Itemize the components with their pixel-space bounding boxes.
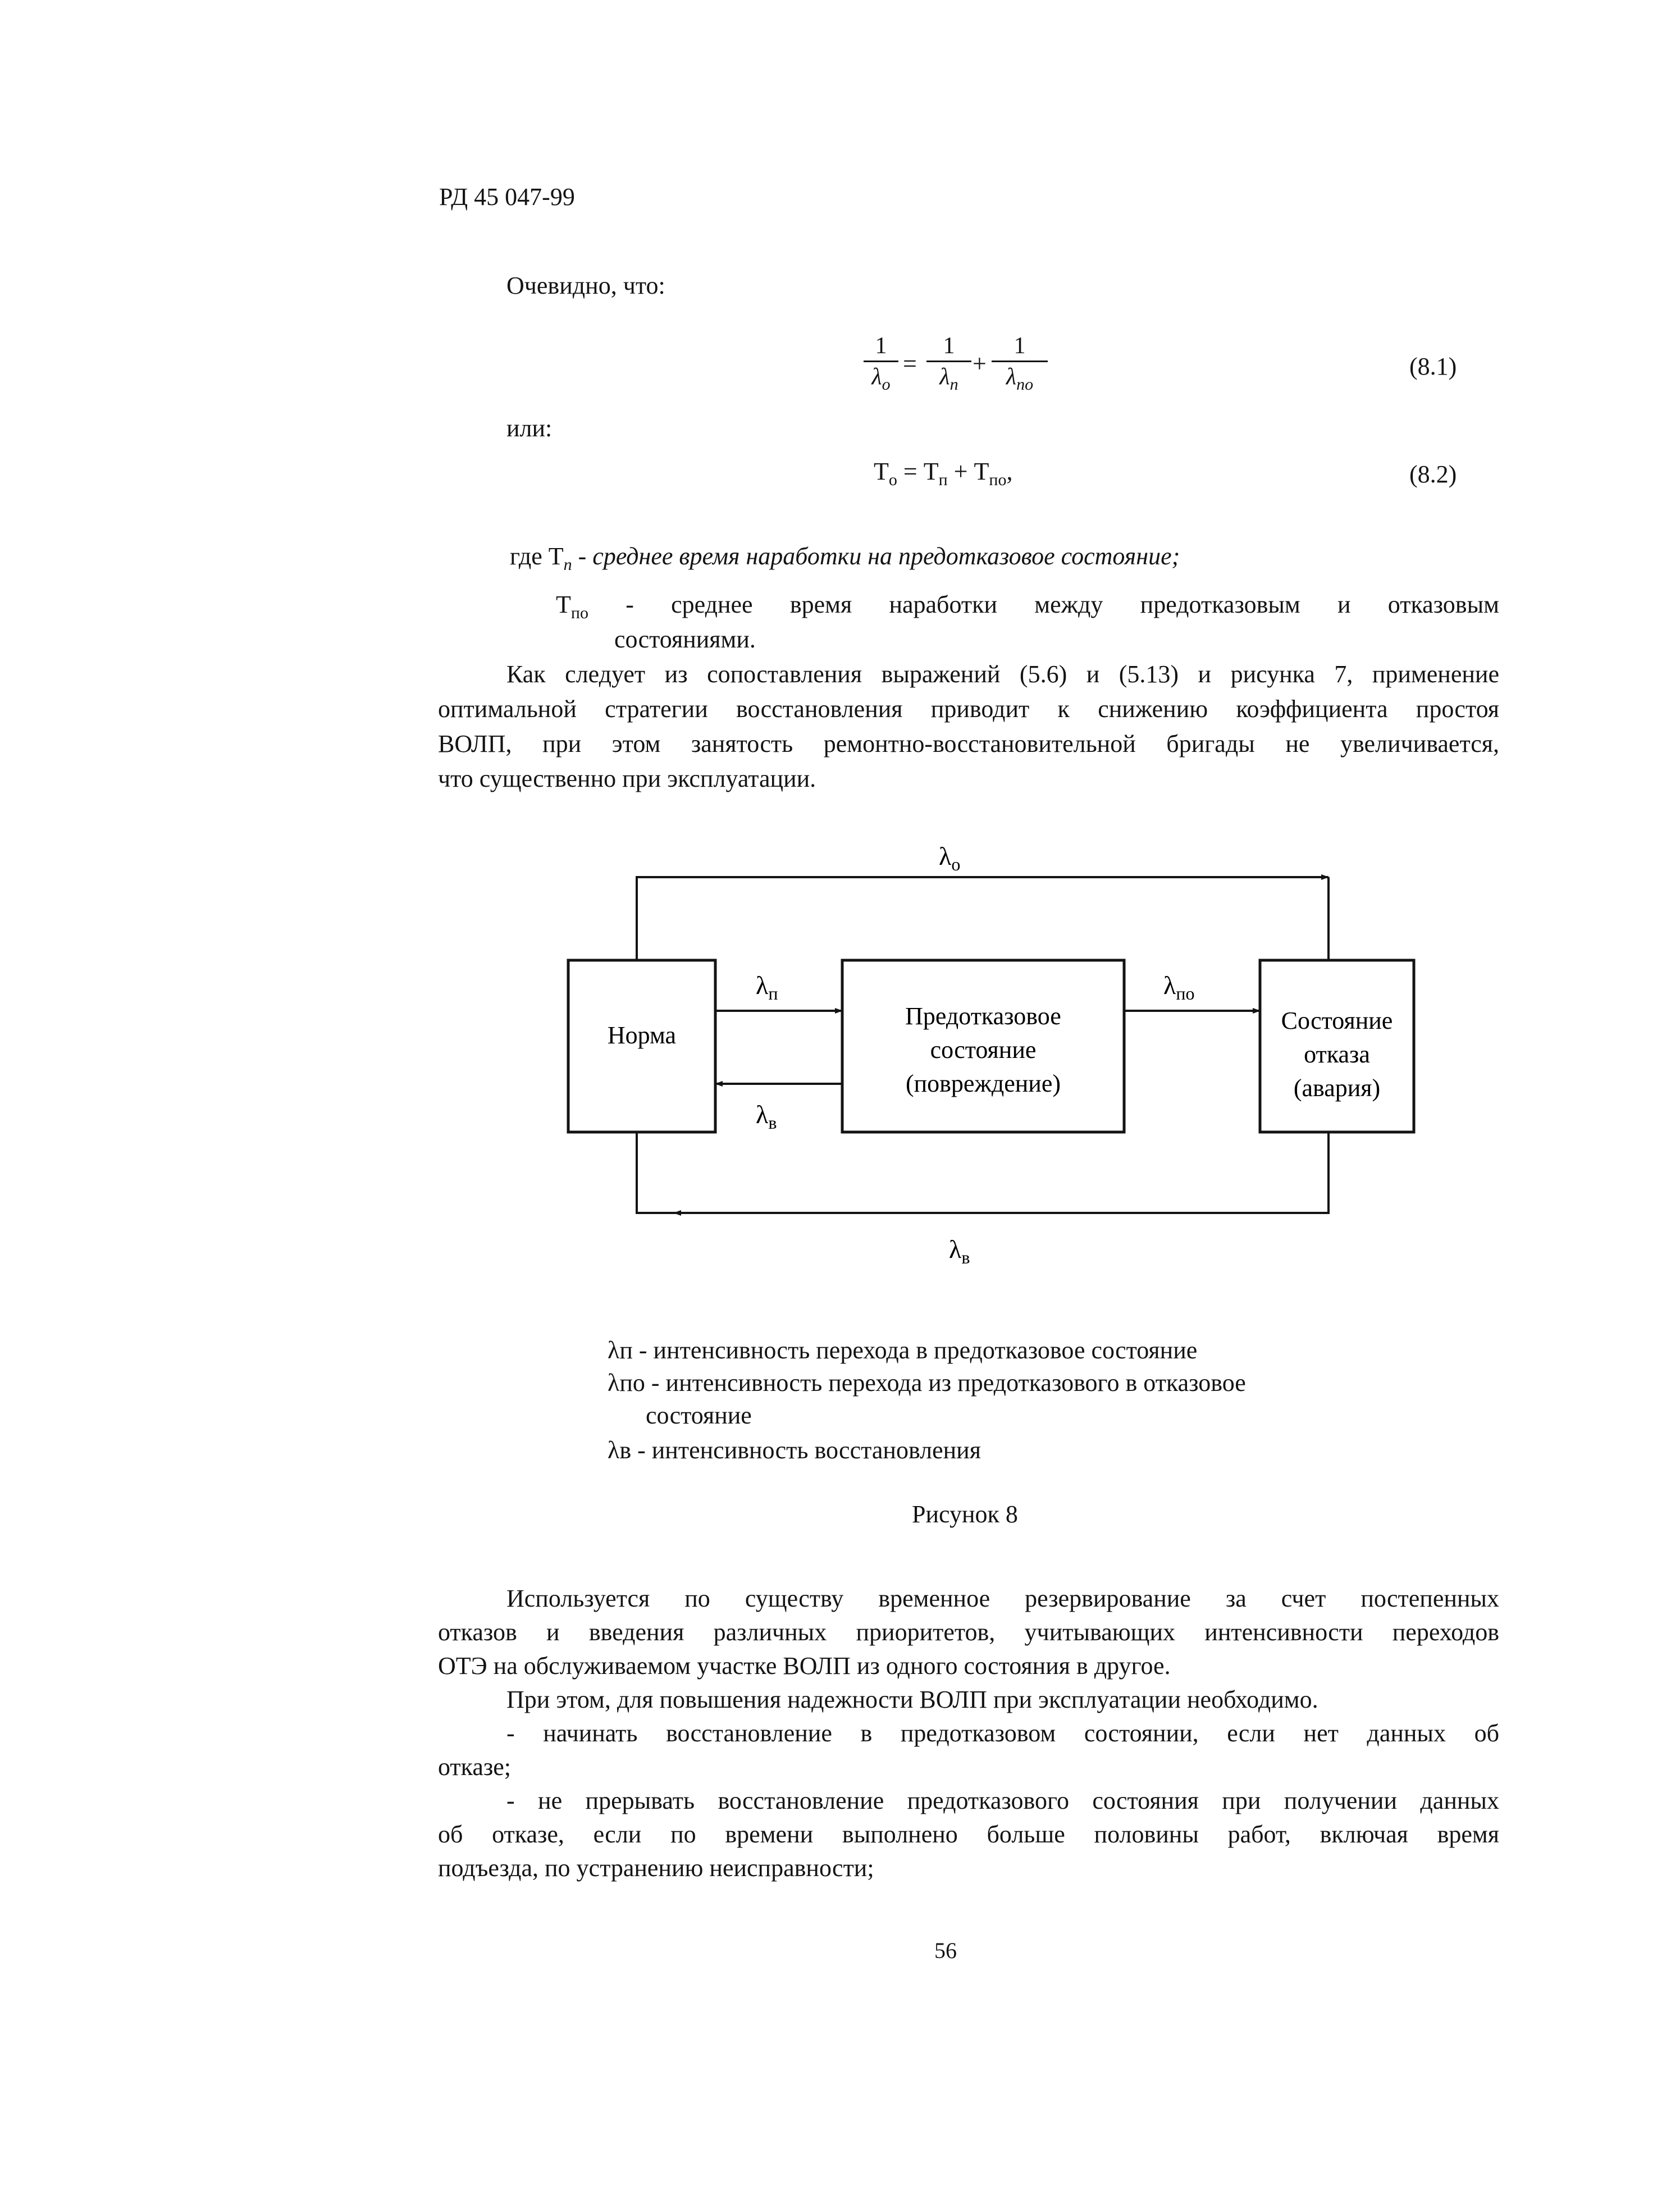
- equation-8-2: $Т_о = Т_п + Т_{по}$,: [874, 458, 1013, 489]
- box-pre-label-3: (повреждение): [905, 1070, 1061, 1097]
- para2-line1: Используется по существу временное резервирование за счет постепенных: [506, 1585, 1499, 1612]
- box-fail-label-2: отказа: [1304, 1041, 1370, 1068]
- legend-lambda-p: λп - интенсивность перехода в предотказовое состояние: [608, 1336, 1198, 1364]
- eq2-number: (8.2): [1409, 460, 1457, 488]
- or-text: или:: [506, 414, 553, 442]
- page-number: 56: [934, 1938, 957, 1963]
- box-pre-label-2: состояние: [930, 1036, 1037, 1064]
- eq1-fraction-3: 1 $\lambda_{по}$: [992, 332, 1048, 394]
- eq1-plus: +: [973, 350, 987, 377]
- label-lambda-v-mid: $\lambda_в$: [756, 1100, 777, 1133]
- figure-caption: Рисунок 8: [912, 1500, 1018, 1528]
- bullet1-line2: отказе;: [438, 1753, 512, 1781]
- definition-tpo-line2: состояниями.: [614, 626, 756, 653]
- bullet2-line2: об отказе, если по времени выполнено больше половины работ, включая время: [438, 1821, 1499, 1848]
- eq1-fraction-1: 1 $\lambda_о$: [864, 332, 898, 394]
- box-norm-label: Норма: [607, 1021, 677, 1049]
- label-lambda-v-bottom: $\lambda_в$: [949, 1235, 970, 1267]
- box-fail-label-3: (авария): [1293, 1074, 1381, 1102]
- para1-line4: что существенно при эксплуатации.: [438, 765, 816, 792]
- para1-line1: Как следует из сопоставления выражений (5.6) и (5.13) и рисунка 7, применение: [506, 660, 1499, 688]
- definition-tpo-line1: $Т_{по}$ - среднее время наработки между предотказовым и отказовым: [556, 591, 1499, 622]
- box-pre-label-1: Предотказовое: [905, 1002, 1061, 1030]
- label-lambda-po: $\lambda_{по}$: [1163, 971, 1195, 1003]
- para3: При этом, для повышения надежности ВОЛП при эксплуатации необходимо.: [506, 1686, 1318, 1713]
- bullet1-line1: - начинать восстановление в предотказовом состоянии, если нет данных об: [506, 1719, 1499, 1747]
- para2-line2: отказов и введения различных приоритетов, учитывающих интенсивности переходов: [438, 1618, 1499, 1646]
- legend-lambda-po-cont: состояние: [646, 1402, 752, 1429]
- legend-lambda-po: λпо - интенсивность перехода из предотказового в отказовое: [608, 1369, 1246, 1397]
- legend-lambda-v: λв - интенсивность восстановления: [608, 1436, 981, 1464]
- document-code: РД 45 047-99: [439, 183, 575, 211]
- eq1-number: (8.1): [1409, 353, 1457, 380]
- label-lambda-o: $\lambda_о$: [939, 842, 961, 874]
- eq1-equals: =: [903, 350, 917, 377]
- eq1-fraction-2: 1 $\lambda_п$: [926, 332, 971, 394]
- para1-line3: ВОЛП, при этом занятость ремонтно-восстановительной бригады не увеличивается,: [438, 730, 1499, 758]
- bullet2-line1: - не прерывать восстановление предотказового состояния при получении данных: [506, 1787, 1499, 1814]
- bullet2-line3: подъезда, по устранению неисправности;: [438, 1854, 874, 1882]
- label-lambda-p: $\lambda_п$: [756, 971, 778, 1003]
- definition-tp: где $Т_п$ - среднее время наработки на предотказовое состояние;: [510, 542, 1180, 574]
- arrow-norm-to-failure: [637, 877, 1329, 960]
- para1-line2: оптимальной стратегии восстановления приводит к снижению коэффициента простоя: [438, 695, 1499, 723]
- box-fail-label-1: Состояние: [1281, 1007, 1393, 1034]
- intro-text: Очевидно, что:: [506, 272, 665, 299]
- para2-line3: ОТЭ на обслуживаемом участке ВОЛП из одного состояния в другое.: [438, 1652, 1171, 1680]
- arrow-failure-to-norm: [674, 1132, 1329, 1213]
- bottom-path-rise: [637, 1132, 674, 1213]
